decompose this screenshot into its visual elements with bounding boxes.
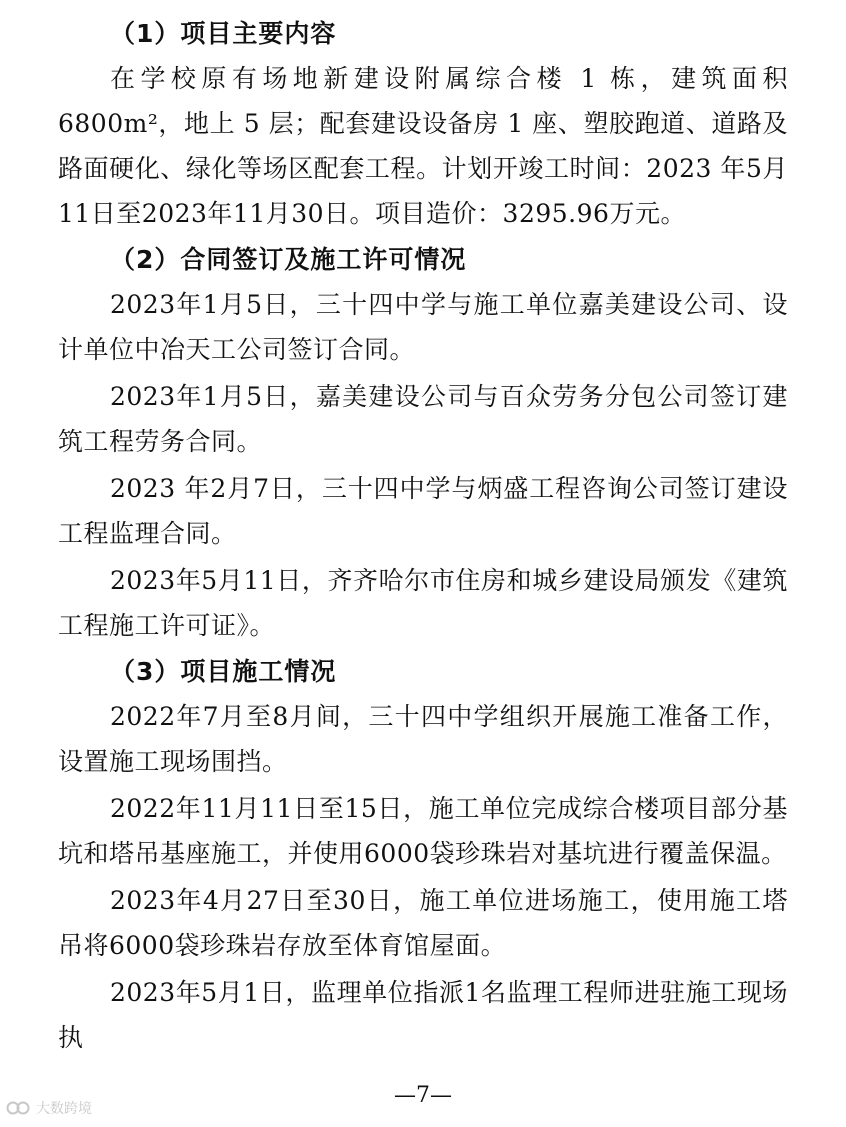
document-page [58,12,788,1060]
section3-paragraph-2: 2022年11月11日至15日，施工单位完成综合楼项目部分基坑和塔吊基座施工，并使用6000袋珍珠岩对基坑进行覆盖保温。 [58,794,788,868]
section1-heading: （1）项目主要内容 [110,19,337,48]
section3-paragraph-1: 2022年7月至8月间，三十四中学组织开展施工准备工作，设置施工现场围挡。 [58,702,788,776]
section3-heading: （3）项目施工情况 [110,657,337,686]
section2-heading: （2）合同签订及施工许可情况 [110,245,467,274]
section1-paragraph: 在学校原有场地新建设附属综合楼 1 栋，建筑面积 6800m²，地上 5 层；配套建设设备房 1 座、塑胶跑道、道路及路面硬化、绿化等场区配套工程。计划开竣工时间：2023 年5月11日至2023年11月30日。项目造价：3295.96万元。 [58,64,788,228]
watermark-text: 大数跨境 [36,1101,92,1117]
section3-paragraph-4: 2023年5月1日，监理单位指派1名监理工程师进驻施工现场执 [58,978,788,1052]
section3-paragraph-3: 2023年4月27日至30日，施工单位进场施工，使用施工塔吊将6000袋珍珠岩存放至体育馆屋面。 [58,886,788,960]
section2-paragraph-1: 2023年1月5日，三十四中学与施工单位嘉美建设公司、设计单位中冶天工公司签订合同。 [58,290,788,364]
page-number: —7— [394,1083,452,1108]
section2-paragraph-3: 2023 年2月7日，三十四中学与炳盛工程咨询公司签订建设工程监理合同。 [58,474,788,548]
watermark-logo-icon [6,1099,32,1117]
watermark [6,1098,92,1118]
section2-paragraph-2: 2023年1月5日，嘉美建设公司与百众劳务分包公司签订建筑工程劳务合同。 [58,382,788,456]
section2-paragraph-4: 2023年5月11日，齐齐哈尔市住房和城乡建设局颁发《建筑工程施工许可证》。 [58,566,788,640]
